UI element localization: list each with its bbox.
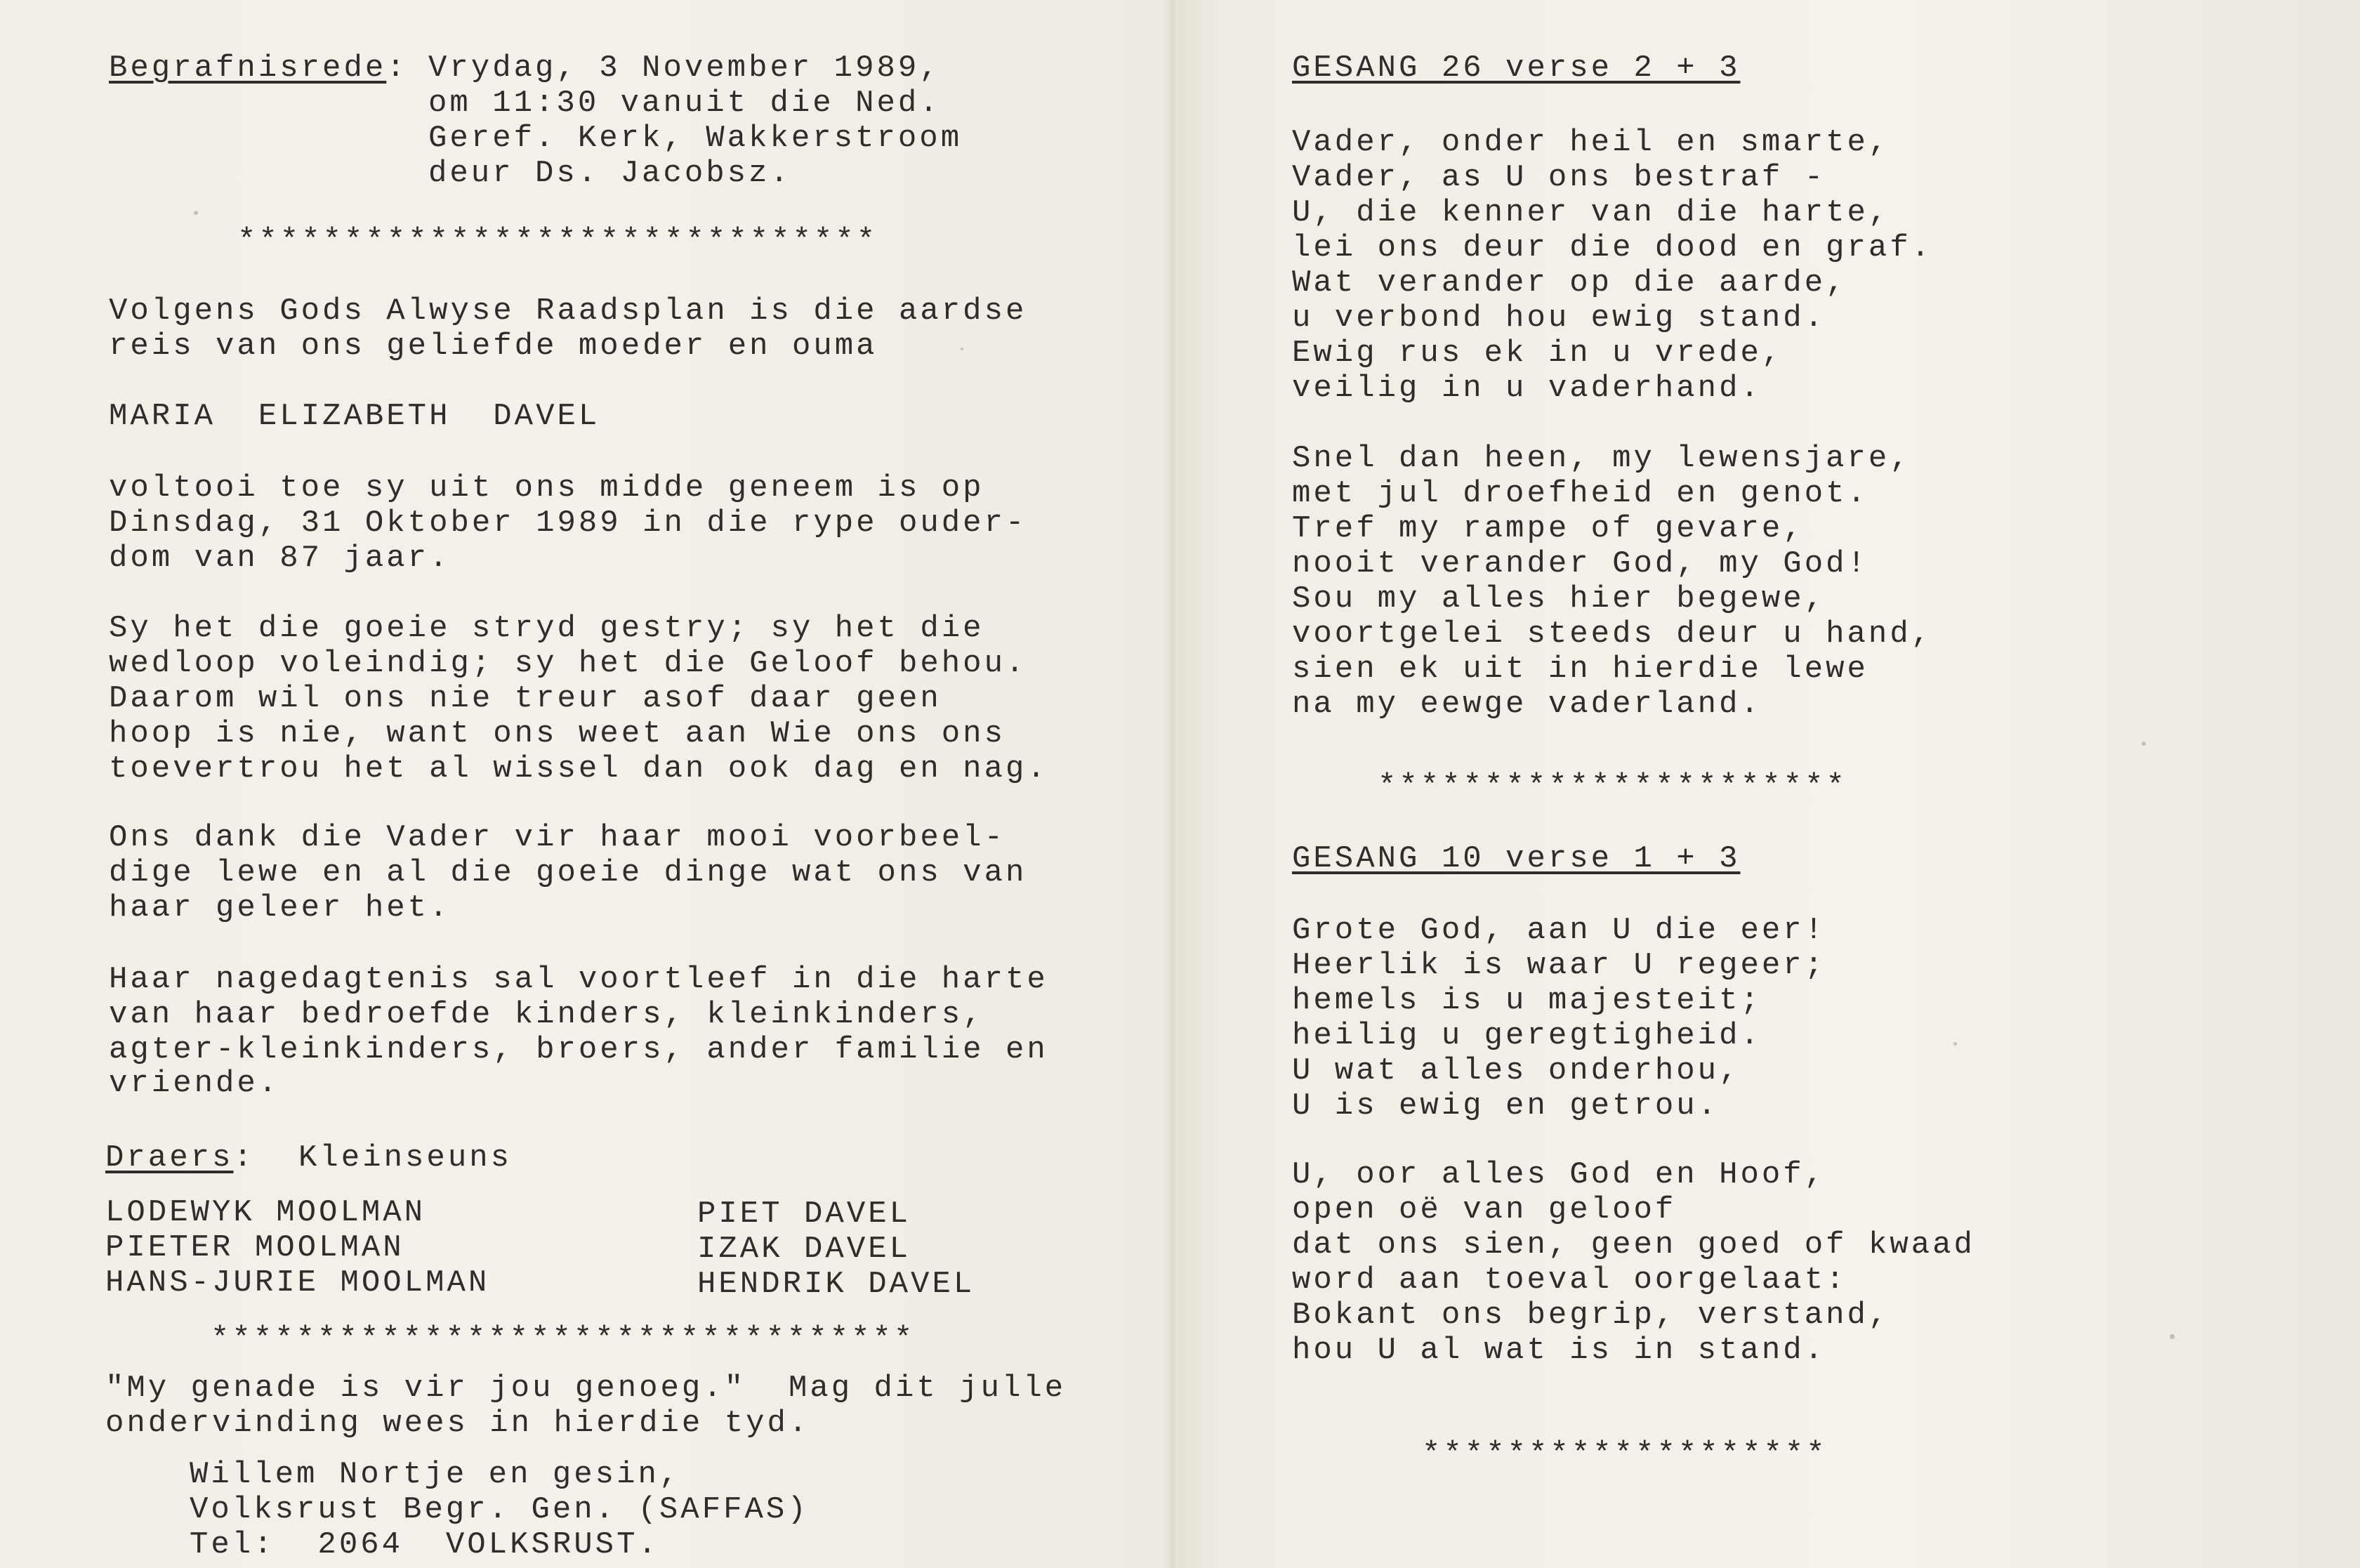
quote-line: "My genade is vir jou genoeg." Mag dit julle bbox=[105, 1371, 1067, 1406]
paper-speck bbox=[1953, 1042, 1957, 1046]
page-fold bbox=[1167, 0, 1177, 1568]
paragraph-line: wedloop voleindig; sy het die Geloof behou. bbox=[109, 646, 1027, 681]
hymn-line: nooit verander God, my God! bbox=[1292, 546, 1868, 581]
hymn-line: dat ons sien, geen goed of kwaad bbox=[1292, 1227, 1975, 1263]
stars-divider: ******************* bbox=[1422, 1437, 1828, 1472]
hymn-line: U is ewig en getrou. bbox=[1292, 1088, 1720, 1124]
paragraph-line: voltooi toe sy uit ons midde geneem is op bbox=[109, 470, 984, 506]
service-label: Begrafnisrede bbox=[109, 51, 387, 86]
paragraph-line: dom van 87 jaar. bbox=[109, 541, 451, 576]
hymn-line: lei ons deur die dood en graf. bbox=[1292, 230, 1933, 265]
hymn-line: Grote God, aan U die eer! bbox=[1292, 913, 1826, 948]
hymn-line: Vader, onder heil en smarte, bbox=[1292, 125, 1890, 160]
stars-divider: ********************************* bbox=[211, 1322, 916, 1357]
service-heading bbox=[109, 51, 408, 86]
hymn-line: U, die kenner van die harte, bbox=[1292, 195, 1890, 230]
hymn-line: heilig u geregtigheid. bbox=[1292, 1018, 1762, 1053]
bearer-name: IZAK DAVEL bbox=[697, 1232, 911, 1267]
paragraph-line: Daarom wil ons nie treur asof daar geen bbox=[109, 681, 942, 716]
stars-divider: ****************************** bbox=[237, 223, 878, 258]
hymn-line: u verbond hou ewig stand. bbox=[1292, 301, 1826, 336]
hymn-line: Bokant ons begrip, verstand, bbox=[1292, 1298, 1890, 1333]
paper-speck bbox=[2170, 1334, 2175, 1339]
hymn-line: hou U al wat is in stand. bbox=[1292, 1333, 1826, 1368]
paragraph-line: Haar nagedagtenis sal voortleef in die harte bbox=[109, 962, 1048, 997]
paragraph-line: Sy het die goeie stryd gestry; sy het die bbox=[109, 611, 984, 646]
bearer-name: HENDRIK DAVEL bbox=[697, 1267, 975, 1302]
hymn-line: hemels is u majesteit; bbox=[1292, 983, 1762, 1018]
sender-line: Tel: 2064 VOLKSRUST. bbox=[190, 1527, 659, 1562]
sender-line: Willem Nortje en gesin, bbox=[190, 1457, 681, 1492]
paragraph-line: hoop is nie, want ons weet aan Wie ons ons bbox=[109, 716, 1006, 751]
paragraph-line: toevertrou het al wissel dan ook dag en nag. bbox=[109, 751, 1048, 786]
deceased-name: MARIA ELIZABETH DAVEL bbox=[109, 399, 600, 434]
paper-speck bbox=[194, 211, 198, 215]
bearer-name: LODEWYK MOOLMAN bbox=[105, 1195, 426, 1230]
hymn-line: Sou my alles hier begewe, bbox=[1292, 581, 1826, 617]
intro-line: reis van ons geliefde moeder en ouma bbox=[109, 329, 878, 364]
hymn-line: na my eewge vaderland. bbox=[1292, 687, 1762, 722]
service-line: deur Ds. Jacobsz. bbox=[428, 156, 791, 191]
service-line: Vrydag, 3 November 1989, bbox=[428, 51, 941, 86]
hymn-title: GESANG 10 verse 1 + 3 bbox=[1292, 841, 1741, 876]
service-separator: : bbox=[386, 51, 408, 86]
bearer-name: PIETER MOOLMAN bbox=[105, 1230, 404, 1265]
bearer-name: HANS-JURIE MOOLMAN bbox=[105, 1265, 490, 1300]
hymn-line: Wat verander op die aarde, bbox=[1292, 265, 1847, 301]
paper-speck bbox=[2142, 742, 2146, 746]
hymn-line: met jul droefheid en genot. bbox=[1292, 476, 1868, 511]
service-line: om 11:30 vanuit die Ned. bbox=[428, 86, 941, 121]
hymn-line: U wat alles onderhou, bbox=[1292, 1053, 1741, 1088]
paragraph-line: van haar bedroefde kinders, kleinkinders, bbox=[109, 997, 984, 1032]
hymn-line: word aan toeval oorgelaat: bbox=[1292, 1263, 1847, 1298]
paper-speck bbox=[961, 348, 963, 350]
hymn-line: Tref my rampe of gevare, bbox=[1292, 511, 1805, 546]
service-line: Geref. Kerk, Wakkerstroom bbox=[428, 121, 963, 156]
bearer-name: PIET DAVEL bbox=[697, 1197, 911, 1232]
hymn-line: Vader, as U ons bestraf - bbox=[1292, 160, 1826, 195]
paragraph-line: Dinsdag, 31 Oktober 1989 in die rype ouder- bbox=[109, 506, 1027, 541]
hymn-line: Snel dan heen, my lewensjare, bbox=[1292, 441, 1911, 476]
paragraph-line: haar geleer het. bbox=[109, 890, 451, 925]
bearers-separator: : bbox=[233, 1140, 255, 1175]
paragraph-line: dige lewe en al die goeie dinge wat ons van bbox=[109, 855, 1027, 890]
hymn-line: U, oor alles God en Hoof, bbox=[1292, 1157, 1826, 1192]
hymn-line: sien ek uit in hierdie lewe bbox=[1292, 652, 1868, 687]
hymn-line: Ewig rus ek in u vrede, bbox=[1292, 336, 1784, 371]
intro-line: Volgens Gods Alwyse Raadsplan is die aardse bbox=[109, 294, 1027, 329]
hymn-line: voortgelei steeds deur u hand, bbox=[1292, 617, 1933, 652]
bearers-group: Kleinseuns bbox=[298, 1140, 513, 1175]
hymn-line: veilig in u vaderhand. bbox=[1292, 371, 1762, 406]
stars-divider: ********************** bbox=[1378, 769, 1847, 804]
paragraph-line: vriende. bbox=[109, 1066, 280, 1101]
bearers-heading bbox=[105, 1140, 255, 1175]
hymn-line: open oë van geloof bbox=[1292, 1192, 1677, 1227]
paragraph-line: Ons dank die Vader vir haar mooi voorbeel- bbox=[109, 820, 1006, 855]
quote-line: ondervinding wees in hierdie tyd. bbox=[105, 1406, 810, 1441]
hymn-title: GESANG 26 verse 2 + 3 bbox=[1292, 51, 1741, 86]
bearers-label: Draers bbox=[105, 1140, 234, 1175]
paragraph-line: agter-kleinkinders, broers, ander familie en bbox=[109, 1032, 1048, 1067]
hymn-line: Heerlik is waar U regeer; bbox=[1292, 948, 1826, 983]
sender-line: Volksrust Begr. Gen. (SAFFAS) bbox=[190, 1492, 809, 1527]
